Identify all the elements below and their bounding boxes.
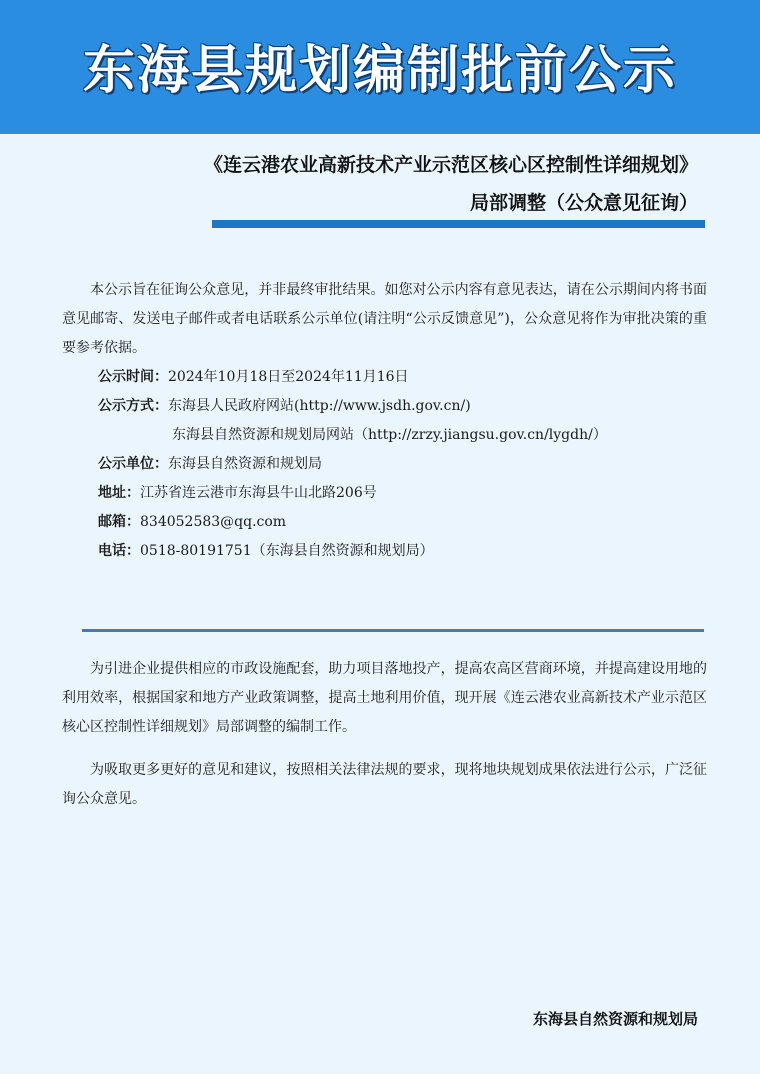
notice-time [62,363,707,392]
notice-phone [62,537,707,566]
notice-method [62,392,707,421]
notice-intro: 本公示旨在征询公众意见，并非最终审批结果。如您对公示内容有意见表达，请在公示期间内将书面意见邮寄、发送电子邮件或者电话联系公示单位(请注明“公示反馈意见”)，公众意见将作为审批决策的重要参考依据。 [62,282,707,356]
plan-subtitle: 局部调整（公众意见征询） [469,192,698,214]
method-label: 公示方式： [98,398,168,414]
phone-label: 电话： [98,543,140,559]
time-label: 公示时间： [98,369,168,385]
body-paragraph-1: 为引进企业提供相应的市政设施配套，助力项目落地投产，提高农高区营商环境，并提高建设用地的利用效率，根据国家和地方产业政策调整，提高土地利用价值，现开展《连云港农业高新技术产业示范区核心区控制性详细规划》局部调整的编制工作。 [62,661,707,735]
phone-value: 0518-80191751（东海县自然资源和规划局） [140,543,434,559]
accent-bar [212,220,705,228]
unit-label: 公示单位： [98,456,168,472]
address-label: 地址： [98,485,140,501]
time-value: 2024年10月18日至2024年11月16日 [168,369,409,385]
plan-title: 《连云港农业高新技术产业示范区核心区控制性详细规划》 [203,154,698,176]
body-section [62,655,707,828]
section-divider [82,629,704,632]
email-label: 邮箱： [98,514,140,530]
notice-email [62,508,707,537]
notice-section [62,276,707,566]
email-value[interactable]: 834052583@qq.com [140,514,287,530]
unit-value: 东海县自然资源和规划局 [168,456,322,472]
signature: 东海县自然资源和规划局 [532,1010,698,1028]
notice-unit [62,450,707,479]
method-value-2[interactable]: 东海县自然资源和规划局网站（http://zrzy.jiangsu.gov.cn/lygdh/） [172,427,607,443]
page-title: 东海县规划编制批前公示 [82,41,677,101]
address-value: 江苏省连云港市东海县牛山北路206号 [140,485,377,501]
method-value-1[interactable]: 东海县人民政府网站(http://www.jsdh.gov.cn/) [168,398,471,414]
body-paragraph-2: 为吸取更多更好的意见和建议，按照相关法律法规的要求，现将地块规划成果依法进行公示，广泛征询公众意见。 [62,762,707,807]
notice-method-2 [62,421,707,450]
notice-address [62,479,707,508]
